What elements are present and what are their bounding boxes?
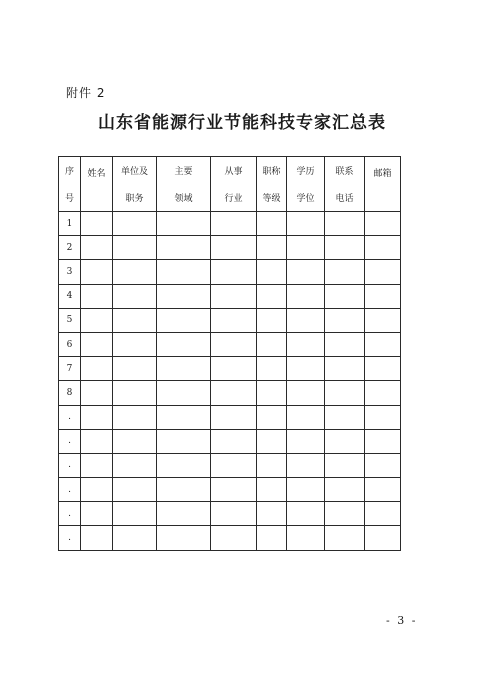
- table-cell-field[interactable]: [157, 405, 211, 429]
- table-cell-field[interactable]: [157, 526, 211, 550]
- table-cell-field[interactable]: [157, 236, 211, 260]
- table-cell-name[interactable]: [81, 332, 113, 356]
- table-cell-unit[interactable]: [113, 332, 157, 356]
- table-row: [59, 260, 401, 284]
- table-cell-name[interactable]: [81, 502, 113, 526]
- table-row: [59, 526, 401, 550]
- table-cell-unit[interactable]: [113, 236, 157, 260]
- row-number: 7: [59, 357, 81, 381]
- row-number: 2: [59, 236, 81, 260]
- table-cell-industry[interactable]: [211, 308, 257, 332]
- table-row: [59, 453, 401, 477]
- header-name: 姓名: [81, 157, 113, 212]
- table-cell-phone[interactable]: [325, 526, 365, 550]
- table-cell-degree[interactable]: [287, 332, 325, 356]
- table-cell-industry[interactable]: [211, 453, 257, 477]
- table-cell-email[interactable]: [365, 453, 401, 477]
- table-cell-industry[interactable]: [211, 405, 257, 429]
- table-cell-title[interactable]: [257, 429, 287, 453]
- header-phone: 联系 电话: [325, 157, 365, 212]
- table-cell-email[interactable]: [365, 212, 401, 236]
- table-cell-title[interactable]: [257, 405, 287, 429]
- table-row: [59, 478, 401, 502]
- table-cell-unit[interactable]: [113, 260, 157, 284]
- table-cell-email[interactable]: [365, 308, 401, 332]
- table-cell-degree[interactable]: [287, 212, 325, 236]
- table-cell-field[interactable]: [157, 332, 211, 356]
- table-row: [59, 381, 401, 405]
- table-cell-phone[interactable]: [325, 284, 365, 308]
- table-cell-field[interactable]: [157, 453, 211, 477]
- table-cell-phone[interactable]: [325, 478, 365, 502]
- table-cell-unit[interactable]: [113, 212, 157, 236]
- table-cell-name[interactable]: [81, 429, 113, 453]
- table-cell-field[interactable]: [157, 308, 211, 332]
- table-cell-phone[interactable]: [325, 357, 365, 381]
- table-cell-phone[interactable]: [325, 381, 365, 405]
- table-cell-degree[interactable]: [287, 502, 325, 526]
- table-cell-title[interactable]: [257, 453, 287, 477]
- table-cell-degree[interactable]: [287, 405, 325, 429]
- table-cell-field[interactable]: [157, 429, 211, 453]
- table-cell-phone[interactable]: [325, 236, 365, 260]
- table-cell-title[interactable]: [257, 357, 287, 381]
- table-cell-unit[interactable]: [113, 308, 157, 332]
- table-cell-degree[interactable]: [287, 478, 325, 502]
- attachment-label: 附件 2: [66, 86, 106, 100]
- table-cell-name[interactable]: [81, 453, 113, 477]
- header-title-level: 职称 等级: [257, 157, 287, 212]
- table-cell-unit[interactable]: [113, 429, 157, 453]
- table-cell-name[interactable]: [81, 212, 113, 236]
- table-cell-industry[interactable]: [211, 381, 257, 405]
- table-cell-field[interactable]: [157, 260, 211, 284]
- row-number: .: [59, 405, 81, 429]
- row-number: .: [59, 478, 81, 502]
- table-cell-industry[interactable]: [211, 260, 257, 284]
- table-cell-industry[interactable]: [211, 526, 257, 550]
- table-cell-industry[interactable]: [211, 236, 257, 260]
- table-cell-phone[interactable]: [325, 453, 365, 477]
- table-cell-degree[interactable]: [287, 284, 325, 308]
- table-cell-name[interactable]: [81, 357, 113, 381]
- table-cell-name[interactable]: [81, 308, 113, 332]
- table-cell-field[interactable]: [157, 357, 211, 381]
- table-cell-degree[interactable]: [287, 236, 325, 260]
- table-cell-degree[interactable]: [287, 357, 325, 381]
- table-cell-email[interactable]: [365, 332, 401, 356]
- table-cell-name[interactable]: [81, 284, 113, 308]
- table-cell-phone[interactable]: [325, 502, 365, 526]
- table-cell-title[interactable]: [257, 260, 287, 284]
- table-header-row: [59, 157, 401, 212]
- table-cell-name[interactable]: [81, 381, 113, 405]
- table-cell-industry[interactable]: [211, 502, 257, 526]
- page-number: - 3 -: [386, 614, 418, 627]
- table-cell-phone[interactable]: [325, 429, 365, 453]
- table-cell-industry[interactable]: [211, 429, 257, 453]
- table-cell-email[interactable]: [365, 502, 401, 526]
- table-cell-industry[interactable]: [211, 212, 257, 236]
- table-cell-degree[interactable]: [287, 429, 325, 453]
- table-cell-name[interactable]: [81, 236, 113, 260]
- table-cell-phone[interactable]: [325, 260, 365, 284]
- expert-summary-table: [58, 156, 401, 551]
- table-cell-email[interactable]: [365, 381, 401, 405]
- row-number: .: [59, 526, 81, 550]
- table-cell-title[interactable]: [257, 502, 287, 526]
- row-number: 5: [59, 308, 81, 332]
- table-cell-title[interactable]: [257, 236, 287, 260]
- table-cell-field[interactable]: [157, 381, 211, 405]
- row-number: .: [59, 502, 81, 526]
- table-cell-industry[interactable]: [211, 284, 257, 308]
- table-cell-unit[interactable]: [113, 526, 157, 550]
- table-cell-phone[interactable]: [325, 212, 365, 236]
- header-degree: 学历 学位: [287, 157, 325, 212]
- table-cell-unit[interactable]: [113, 478, 157, 502]
- page-title: 山东省能源行业节能科技专家汇总表: [98, 113, 386, 133]
- table-row: [59, 308, 401, 332]
- table-cell-title[interactable]: [257, 212, 287, 236]
- table-cell-field[interactable]: [157, 478, 211, 502]
- table-cell-degree[interactable]: [287, 381, 325, 405]
- table-cell-name[interactable]: [81, 260, 113, 284]
- table-cell-title[interactable]: [257, 308, 287, 332]
- table-cell-name[interactable]: [81, 405, 113, 429]
- table-cell-email[interactable]: [365, 284, 401, 308]
- table-row: [59, 284, 401, 308]
- table-cell-field[interactable]: [157, 212, 211, 236]
- table-cell-email[interactable]: [365, 526, 401, 550]
- table-cell-email[interactable]: [365, 478, 401, 502]
- table-cell-unit[interactable]: [113, 381, 157, 405]
- table-cell-field[interactable]: [157, 284, 211, 308]
- table-body: [59, 212, 401, 551]
- table-cell-name[interactable]: [81, 478, 113, 502]
- table-cell-industry[interactable]: [211, 478, 257, 502]
- table-row: [59, 429, 401, 453]
- table-cell-unit[interactable]: [113, 405, 157, 429]
- table-cell-phone[interactable]: [325, 332, 365, 356]
- table-cell-unit[interactable]: [113, 357, 157, 381]
- header-field: 主要 领域: [157, 157, 211, 212]
- table-cell-unit[interactable]: [113, 284, 157, 308]
- table-cell-name[interactable]: [81, 526, 113, 550]
- table-cell-degree[interactable]: [287, 453, 325, 477]
- table-row: [59, 357, 401, 381]
- table-cell-industry[interactable]: [211, 357, 257, 381]
- table-cell-unit[interactable]: [113, 502, 157, 526]
- table-cell-degree[interactable]: [287, 308, 325, 332]
- table-cell-degree[interactable]: [287, 526, 325, 550]
- table-cell-title[interactable]: [257, 332, 287, 356]
- header-email: 邮箱: [365, 157, 401, 212]
- table-row: [59, 212, 401, 236]
- table-cell-email[interactable]: [365, 236, 401, 260]
- table-cell-phone[interactable]: [325, 405, 365, 429]
- table-cell-title[interactable]: [257, 526, 287, 550]
- row-number: 3: [59, 260, 81, 284]
- table-row: [59, 332, 401, 356]
- row-number: 6: [59, 332, 81, 356]
- table-cell-email[interactable]: [365, 429, 401, 453]
- row-number: 8: [59, 381, 81, 405]
- header-seq: 序 号: [59, 157, 81, 212]
- table-cell-phone[interactable]: [325, 308, 365, 332]
- header-unit: 单位及 职务: [113, 157, 157, 212]
- table-cell-email[interactable]: [365, 357, 401, 381]
- table-cell-email[interactable]: [365, 405, 401, 429]
- table-cell-degree[interactable]: [287, 260, 325, 284]
- table-cell-industry[interactable]: [211, 332, 257, 356]
- table-cell-title[interactable]: [257, 478, 287, 502]
- row-number: 1: [59, 212, 81, 236]
- table-cell-email[interactable]: [365, 260, 401, 284]
- row-number: .: [59, 453, 81, 477]
- table-cell-field[interactable]: [157, 502, 211, 526]
- table-cell-title[interactable]: [257, 381, 287, 405]
- header-industry: 从事 行业: [211, 157, 257, 212]
- row-number: .: [59, 429, 81, 453]
- table-row: [59, 502, 401, 526]
- row-number: 4: [59, 284, 81, 308]
- table-row: [59, 405, 401, 429]
- table-cell-title[interactable]: [257, 284, 287, 308]
- table-cell-unit[interactable]: [113, 453, 157, 477]
- table-row: [59, 236, 401, 260]
